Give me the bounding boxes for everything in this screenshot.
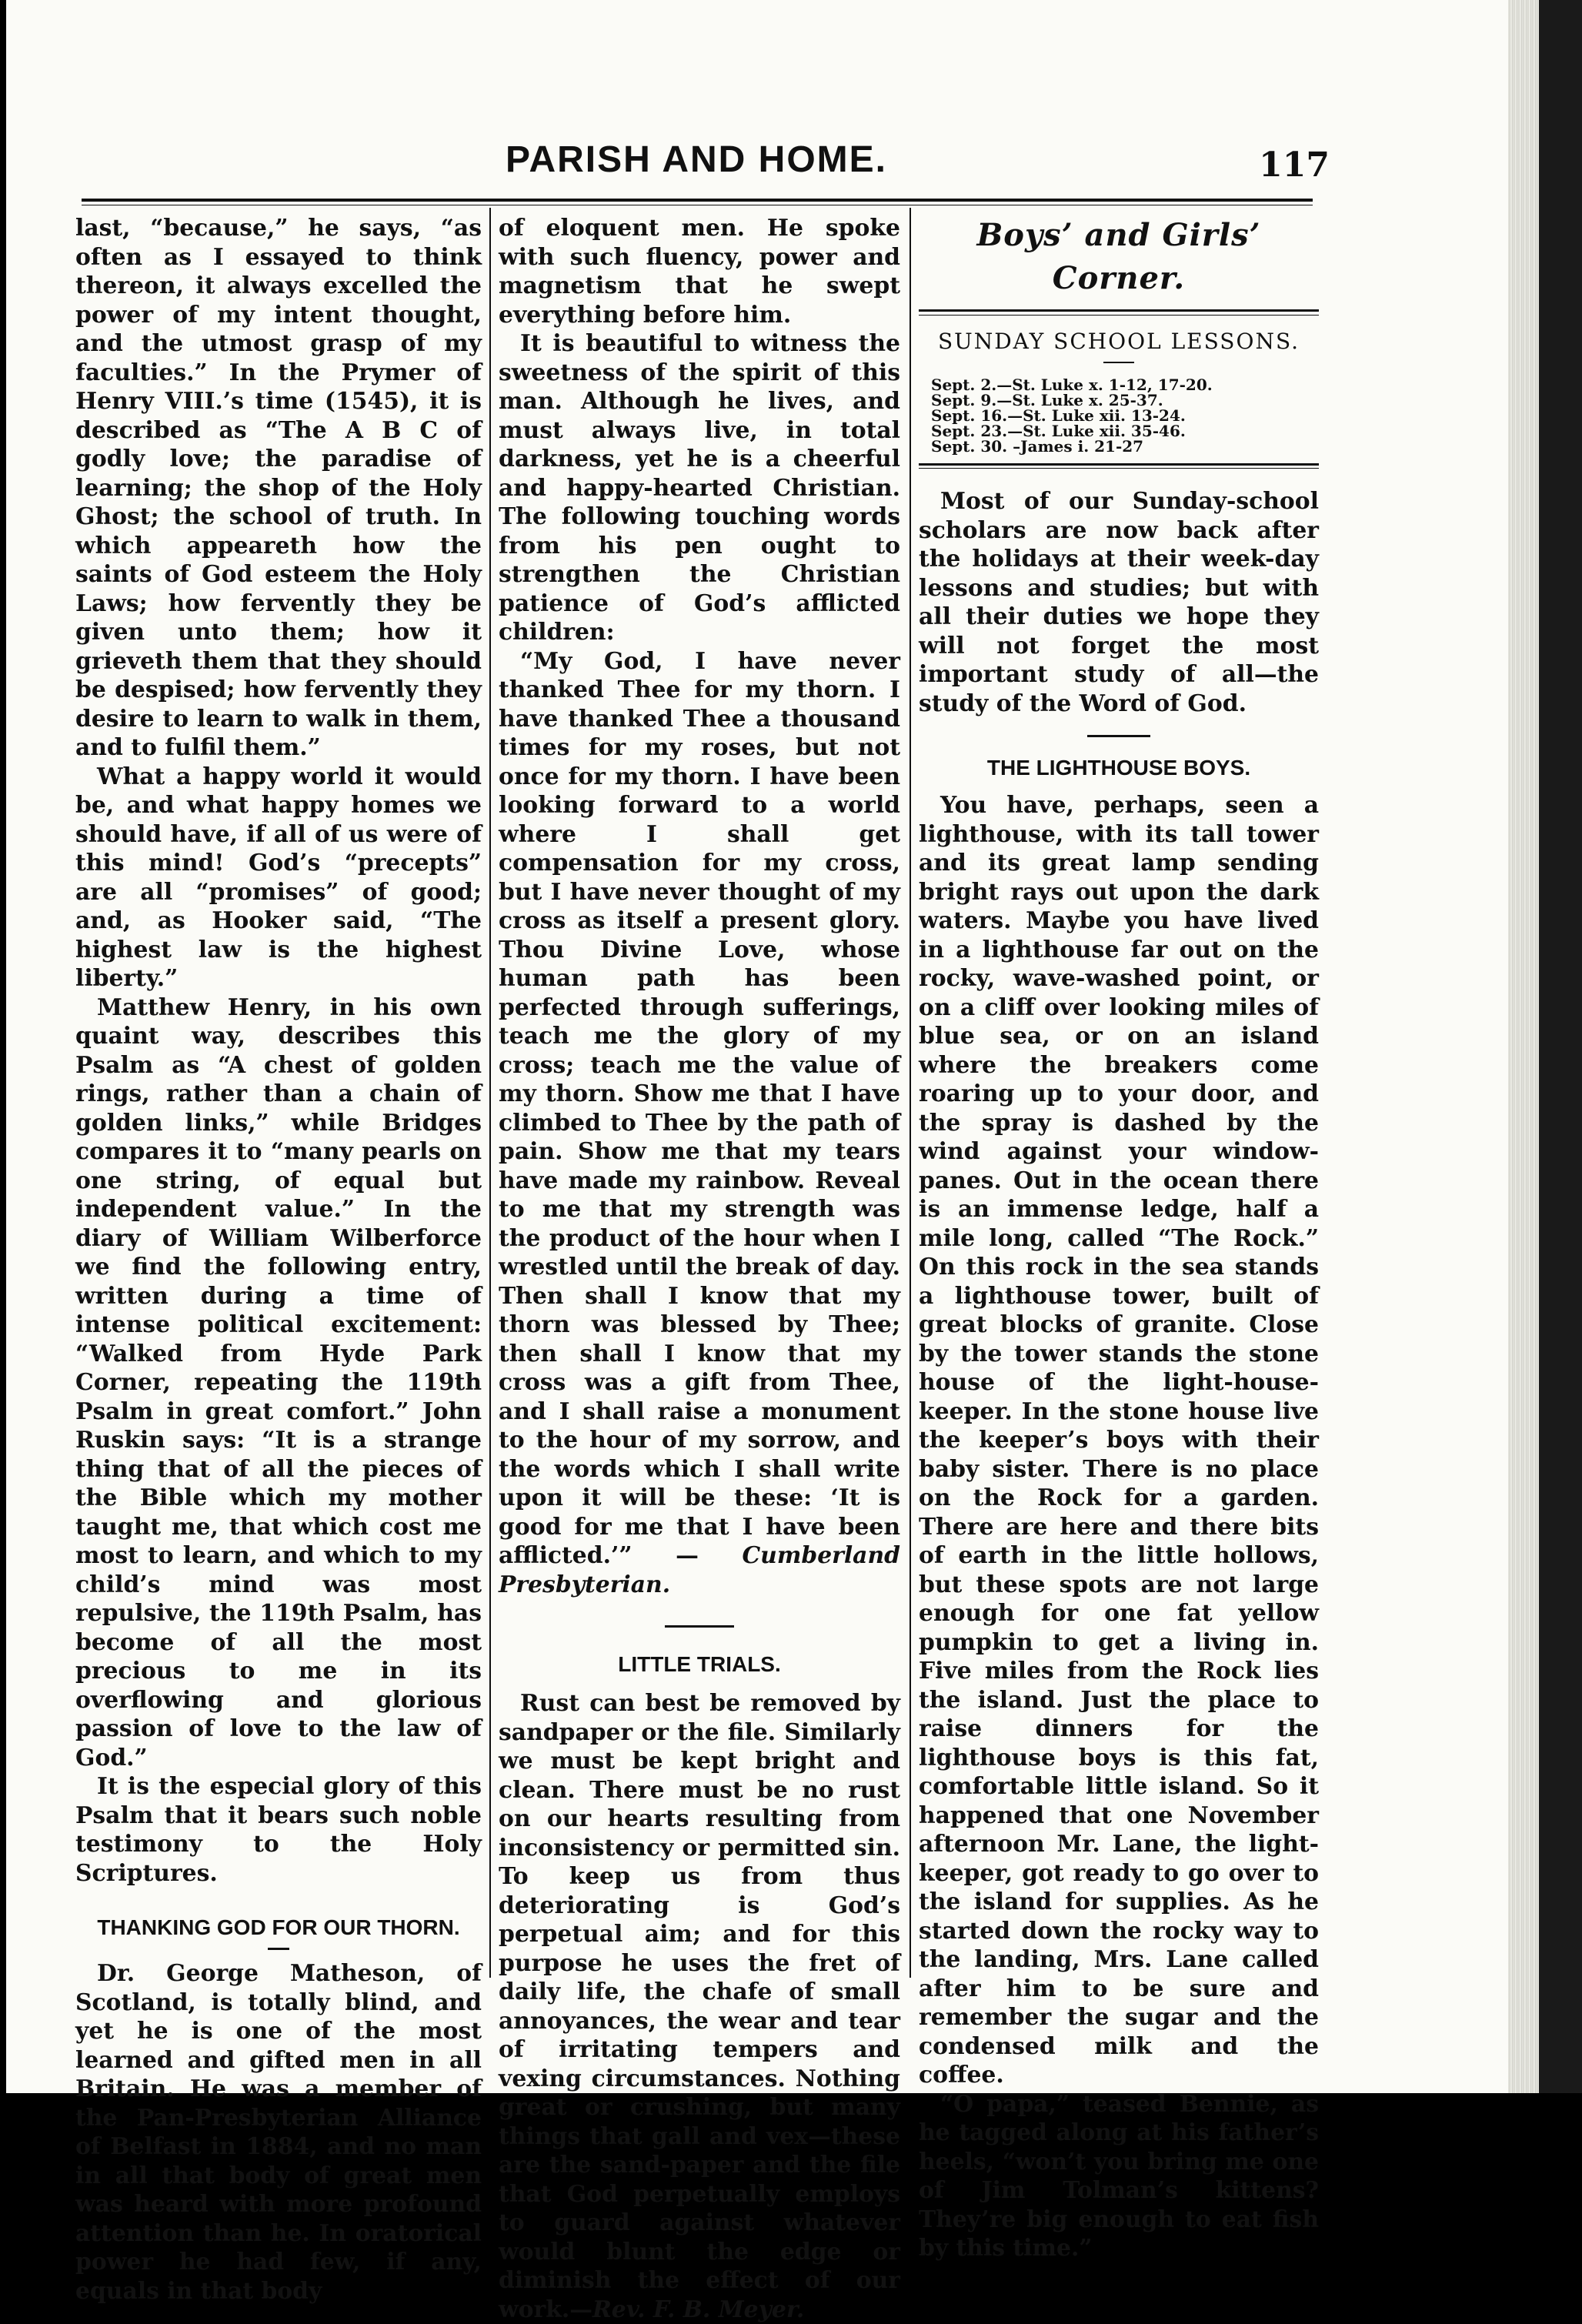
section-rule (1087, 735, 1150, 737)
lighthouse-heading: THE LIGHTHOUSE BOYS. (986, 756, 1251, 780)
trials-source: Rev. F. B. Meyer. (592, 2296, 805, 2323)
col3-paragraph: Most of our Sunday-school scholars are now back after the holidays at their week-day lessons and studies; but with all their duties we hope they will not forget the most important study of all—the study of the Word of God. (919, 488, 1319, 717)
header-rule (82, 199, 1313, 202)
col1-paragraph: Matthew Henry, in his own quaint way, describes this Psalm as “A chest of golden rings, rather than a chain of golden links,” while Bridges compares it to “many pearls on one string, of equal but independent value.” In the diary of William Wilberforce we find the following entry, written during a time of intense political excitement: “Walked from Hyde Park Corner, repeating the 119th Psalm in great comfort.” John Ruskin says: “It is a strange thing that of all the pieces of the Bible which my mother taught me, that which cost me most to learn, and which to my child’s mind was most repulsive, the 119th Psalm, has become of all the most precious to me in its overflowing and glorious passion of love to the law of God.” (75, 993, 482, 1771)
section-rule (665, 1625, 734, 1628)
lesson-item: Sept. 30. –James i. 21-27 (931, 437, 1144, 456)
quote-source: Cumberland Presbyterian. (499, 1542, 900, 1598)
col2-paragraph (499, 647, 900, 1600)
corner-title: Boys’ and Girls’ Corner. (976, 217, 1261, 296)
lesson-item: Sept. 16.—St. Luke xii. 13-24. (931, 406, 1186, 425)
scan-border (1539, 0, 1582, 2093)
col1-paragraph: last, “because,” he says, “as often as I essayed to think thereon, it always excelled the power of my intent thought, and the utmost grasp of my faculties.” In the Prymer of Henry VIII.’s time (1545), it is described as “The A B C of godly love; the paradise of learning; the shop of the Holy Ghost; the school of truth. In which appeareth how the saints of God esteem the Holy Laws; how fervently they be given unto them; how it grieveth them that they should be despised; how fervently they desire to learn to walk in them, and to fulfil them.” (75, 215, 482, 761)
lesson-item: Sept. 2.—St. Luke x. 1-12, 17-20. (931, 376, 1213, 394)
col2-paragraph: of eloquent men. He spoke with such fluency, power and magnetism that he swept everything before him. (499, 215, 900, 329)
column-divider-1 (489, 208, 491, 1978)
col1-paragraph: Dr. George Matheson, of Scotland, is totally blind, and yet he is one of the most learned and gifted men in all Britain. He was a member of the Pan-Presbyterian Alliance of Belfast in 1884, and no man in all that body of great men was heard with more profound attention than he. In oratorical power he had few, if any, equals in that body (75, 1960, 482, 2305)
heading-dash (268, 1948, 289, 1950)
page-number: 117 (1259, 145, 1330, 185)
running-title: PARISH AND HOME. (505, 139, 887, 180)
col1-paragraph: It is the especial glory of this Psalm that it bears such noble testimony to the Holy Scriptures. (75, 1773, 482, 1887)
lessons-heading: SUNDAY SCHOOL LESSONS. (937, 329, 1300, 354)
col1-paragraph: What a happy world it would be, and what happy homes we should have, if all of us were of this mind! God’s “precepts” are all “promises” of good; and, as Hooker said, “The highest law is the highest liberty.” (75, 763, 482, 992)
lesson-item: Sept. 9.—St. Luke x. 25-37. (931, 391, 1163, 409)
lesson-item: Sept. 23.—St. Luke xii. 35-46. (931, 422, 1186, 440)
col2-paragraph: It is beautiful to witness the sweetness of the spirit of this man. Although he lives, and must always live, in total darkness, yet he is a cheerful and happy-hearted Christian. The following touching words from his pen ought to strengthen the Christian patience of God’s afflicted children: (499, 330, 900, 646)
col3-paragraph: You have, perhaps, seen a lighthouse, with its tall tower and its great lamp sending bright rays out upon the dark waters. Maybe you have lived in a lighthouse far out on the rocky, wave-washed point, or on a cliff over looking miles of blue sea, or on an island where the breakers come roaring up to your door, and the spray is dashed by the wind against your window-panes. Out in the ocean there is an immense ledge, half a mile long, called “The Rock.” On this rock in the sea stands a lighthouse tower, built of great blocks of granite. Close by the tower stands the stone house of the light-house-keeper. In the stone house live the keeper’s boys with their baby sister. There is no place on the Rock for a garden. There are here and there bits of earth in the little hollows, but these spots are not large enough for one fat yellow pumpkin to get a living in. Five miles from the Rock lies the island. Just the place to raise dinners for the lighthouse boys is this fat, comfortable little island. So it happened that one November afternoon Mr. Lane, the light-keeper, got ready to go over to the island for supplies. As he started down the rocky way to the landing, Mrs. Lane called after him to be sure and remember the sugar and the condensed milk and the coffee. (919, 792, 1319, 2089)
thorn-heading: THANKING GOD FOR OUR THORN. (97, 1915, 460, 1939)
column-divider-2 (909, 208, 911, 1978)
column-3 (919, 214, 1319, 2263)
column-1 (75, 214, 482, 2306)
col2-paragraph (499, 1689, 900, 2324)
little-trials-heading: LITTLE TRIALS. (618, 1652, 781, 1676)
little-trials-text: Rust can best be removed by sandpaper or the file. Similarly we must be kept bright and clean. There must be no rust on our hearts resulting from inconsistency or permitted sin. To keep us from thus deteriorating is God’s perpetual aim; and for this purpose he uses the fret of daily life, the chafe of small annoyances, the wear and tear of irritating tempers and vexing circumstances. Nothing great or crushing, but many things that gall and vex—these are the sand-paper and the file that God perpetually employs to guard against whatever would blunt the edge or diminish the effect of our work.— (499, 1690, 900, 2323)
column-2 (499, 214, 900, 2324)
lessons-dash (1103, 362, 1134, 363)
magazine-page (6, 0, 1536, 2323)
col3-paragraph: “O papa,” teased Bennie, as he tagged along at his father’s heels, “won’t you bring me one of Jim Tolman’s kittens? They’re big enough to eat fish by this time.” (919, 2090, 1319, 2262)
matheson-quote: “My God, I have never thanked Thee for my thorn. I have thanked Thee a thousand times for my roses, but not once for my thorn. I have been looking forward to a world where I shall get compensation for my cross, but I have never thought of my cross as itself a present glory. Thou Divine Love, whose human path has been perfected through sufferings, teach me the glory of my cross; teach me the value of my thorn. Show me that I have climbed to Thee by the path of pain. Show me that my tears have made my rainbow. Reveal to me that my strength was the product of the hour when I wrestled until the break of day. Then shall I know that my thorn was blessed by Thee; then shall I know that my cross was a gift from Thee, and I shall raise a monument to the hour of my sorrow, and the words which I shall write upon it will be these: ‘It is good for me that I have been afflicted.’” — (499, 647, 900, 1569)
